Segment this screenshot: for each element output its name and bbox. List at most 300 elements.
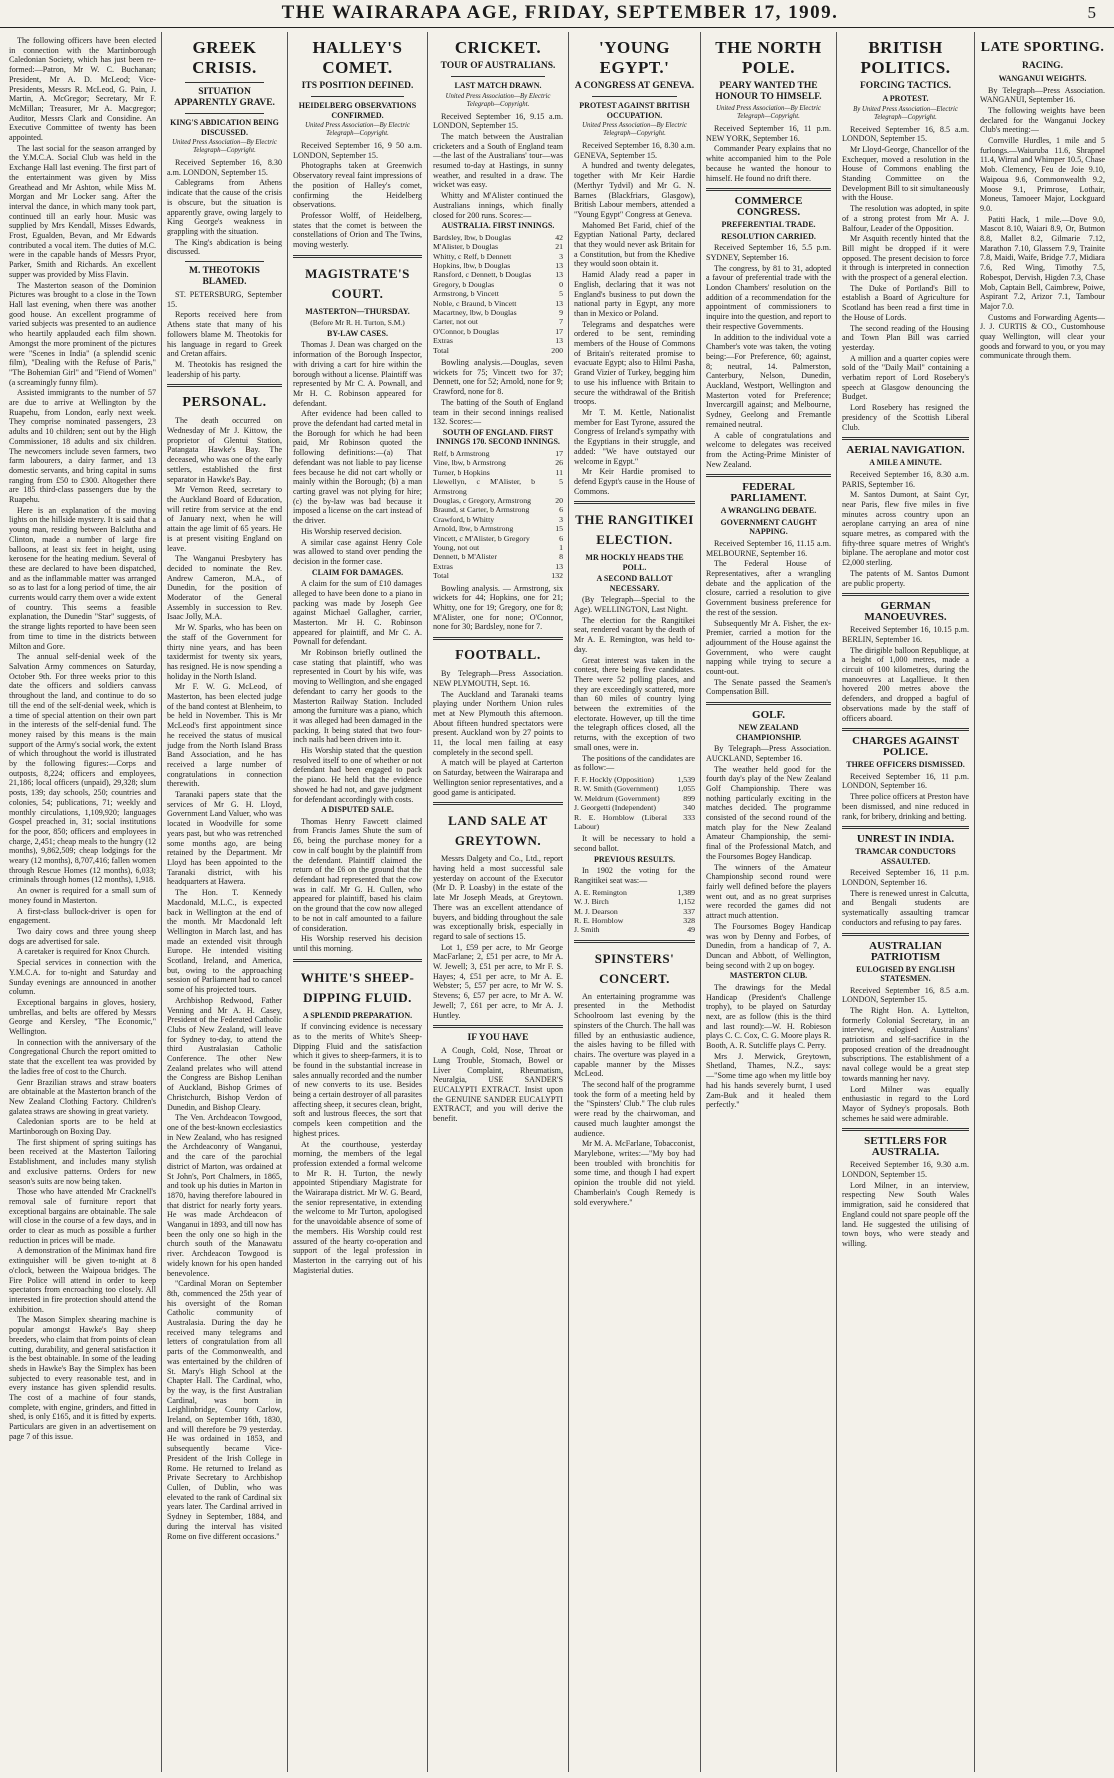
table-cell-label: Young, not out [433,543,480,552]
column-5-young-egypt [568,32,700,1772]
subhead: LAST MATCH DRAWN. [454,81,542,90]
news-paragraph: Special services in connection with the Y.M.C.A. for to-night and Saturday and Sunday evenings are announced in another column. [9,958,156,997]
table-cell-value: 13 [555,270,563,280]
subhead-theotokis: M. THEOTOKIS BLAMED. [189,266,260,288]
table-cell-value: 3 [559,251,563,261]
subhead: PROTEST AGAINST BRITISH OCCUPATION. [579,101,690,120]
column-8-late-sporting [974,32,1110,1772]
article-paragraph: Mr F. W. G. McLeod, of Masterton, has been elected judge of the band contest at Blenheim, to be held in November. This is Mr McLeod's first appointment since he received the status of musical judge from the North Island Brass Band Association, and he has received a large number of congratulations in connection therewith. [167,682,282,789]
table-cell-value: 5 [559,289,563,299]
table-cell-value: 1,055 [677,784,695,794]
subhead: SITUATION APPARENTLY GRAVE. [174,87,275,108]
table-cell-label: Douglas, c Gregory, Armstrong [433,495,532,505]
subhead: A CONGRESS AT GENEVA. [574,81,695,91]
table-cell-value: 13 [555,260,563,270]
article-paragraph: Messrs Dalgety and Co., Ltd., report having held a most successful sale yesterday on account of the Executor (Mr D. P. Loasby) in the estate of the late Mr Joseph Meads, at Greytown. There was an excellent attendance of buyers, and bidding throughout the sale was exceptionally brisk, especially in regard to sale of sections 15. [433,854,563,941]
table-cell-label: Macartney, lbw, b Douglas [433,307,517,317]
table-cell-value: 26 [555,458,563,468]
article-paragraph: A claim for the sum of £10 damages alleged to have been done to a piano in packing was made by Joseph Gee against Michael Gallagher, carrier, Masterton. Mr H. C. Robinson appeared for plaintiff, and Mr C. A. Pownall for defendant. [293,579,422,647]
article-paragraph: Bowling analysis.—Douglas, seven wickets for 75; Vincett two for 37; Dennett, one for 52; Arnold, none for 9; Crawford, none for 8. [433,358,563,397]
article-paragraph: Mrs J. Merwick, Greytown, Shetland, Thames, N.Z., says:—"Some time ago when my little boy had his hands severely burnt, I used Zam-Buk and it healed them perfectly." [706,1051,831,1110]
table-cell-value: 3 [559,514,563,524]
headline-magistrates-court: MAGISTRATE'S COURT. [305,265,410,301]
article-paragraph: The Senate passed the Seamen's Compensation Bill. [706,677,831,697]
table-cell-value: 42 [555,232,563,242]
article-paragraph: Lord Milner was equally enthusiastic in regard to the Lord Mayor of Sydney's proposals. Both schemes he said were admirable. [842,1084,969,1123]
table-cell-label: Whitty, c Relf, b Dennett [433,251,512,261]
headline-land-sale: LAND SALE AT GREYTOWN. [448,813,548,849]
masthead [0,0,1114,28]
article-paragraph: Mr Lloyd-George, Chancellor of the Exchequer, moved a resolution in the House of Commons enabling the Standing Committee on the Development Bill to sit simultaneously with the House. [842,144,969,203]
table-cell-label: Turner, b Hopkins [433,467,490,477]
subhead: CLAIM FOR DAMAGES. [311,567,404,577]
article-paragraph: Bowling analysis. — Armstrong, six wickets for 44; Hopkins, one for 21; Whitty, one for 19; Gregory, one for 8; M'Alister, one for none; O'Connor, none for 30; Bardsley, none for 7. [433,583,563,632]
article-paragraph: The dirigible balloon Republique, at a height of 1,000 metres, made a circuit of 100 kilometres, during the manoeuvres at Laqallieue. It then hovered 200 metres above the defenders, and dropped a bagful of observations made by the staff of officers aboard. [842,645,969,723]
article-paragraph: Three police officers at Preston have been dismissed, and nine reduced in rank, for bribery, drinking and betting. [842,792,969,821]
newspaper-title: THE WAIRARAPA AGE, FRIDAY, SEPTEMBER 17, 1909. [281,2,839,23]
table-cell-label: M'Alister, b Douglas [433,242,498,252]
article-paragraph: Reports received here from Athens state that many of his followers blame M. Theotokis for his language in regard to Greek and Cretan affairs. [167,310,282,359]
article-paragraph: Mr Asquith recently hinted that the Bill might be dropped if it were opposed. The present decision to force it through is interpreted in connection with the prospect of a general election. [842,234,969,283]
column-2-greek-crisis [161,32,287,1772]
article-paragraph: The second reading of the Housing and Town Plan Bill was carried yesterday. [842,323,969,352]
table-cell-label: A. E. Remington [574,887,627,897]
subhead: KING'S ABDICATION BEING DISCUSSED. [170,118,279,137]
article-paragraph: ST. PETERSBURG, September 15. [167,290,282,309]
article-paragraph: Cornville Hurdles, 1 mile and 5 furlongs.—Waiuruba 11.6, Shrapnel 11.4, Wirral and Whimper 10.5, Chase Mob. Clemency, Feu de Joie 9.10, Waipoua 9.6, Commonwealth 9.2, Moose 9.1, Primrose, Lothair, Moneus, Tamoeer Major, Lockguard 9.0. [980,136,1105,213]
news-paragraph: The Mason Simplex shearing machine is popular amongst Hawke's Bay sheep breeders, who claim that from points of clean cutting, durability, and general satisfaction it is the best obtainable. In some of the leading sheds in Hawke's Bay the Simplex has been subjected to every reasonable test, and in every instance has given splendid results. The cost of a machine of four stands, complete, with engine, grinders, and fitted in shed, is only £165, and it is fitted by experts. Particulars are given in an advertisement on page 7 of this issue. [9,1315,156,1441]
wire-credit: United Press Association—By Electric Telegraph—Copyright. [305,122,410,137]
article-paragraph: Received September 16, 11 p.m. LONDON, September 16. [842,868,969,887]
wire-credit: United Press Association—By Electric Telegraph—Copyright. [172,139,277,154]
column-6-north-pole [700,32,836,1772]
article-paragraph: Received September 16, 9.30 a.m. LONDON, September 15. [842,1160,969,1180]
article-paragraph: After evidence had been called to prove the defendant had carted metal in the Borough for which he had been paid, Mr Robinson quoted the following definitions:—(a) That defendant was not liable to pay license fees because he did not cart wholly or mainly within the Borough; (b) a man carting gravel was not plying for hire; (c) the by-law was bad because it imposed a license on the cart instead of the driver. [293,409,422,526]
table-row [433,280,563,289]
table-row [433,496,563,505]
subhead: A PROTEST. [882,94,929,103]
headline-north-pole: THE NORTH POLE. [715,38,822,77]
table-cell-label: O'Connor, b Douglas [433,326,499,336]
table-cell-value: 6 [559,505,563,515]
subhead: ITS POSITION DEFINED. [301,81,414,91]
article-paragraph: Received September 16, 5.5 p.m. SYDNEY, September 16. [706,243,831,262]
article-paragraph: The Hon. T. Kennedy Macdonald, M.L.C., is expected back in Wellington at the end of the month. Mr Macdonald left Wellington in March last, and has made an extended visit through Europe. He intended visiting Scotland, Ireland, and America, but, owing to the approaching session of Parliament had to cancel some of his projected tours. [167,888,282,995]
table-cell-value: 17 [555,448,563,458]
article-paragraph: The congress, by 81 to 31, adopted a favour of preferential trade with the London Chambers' resolution on the addition of a recommendation for the appointment of commissioners to inquire into the question, and report to their respective Governments. [706,263,831,331]
article-paragraph: Thomas Henry Fawcett claimed from Francis James Shute the sum of £6, being the purchase money for a cow in calf bought by the plaintiff from the defendant. Plaintiff claimed the return of the £6 on the ground that the defendant had represented that the cow was in calf. Mr G. H. Cullen, who appeared for plaintiff, based his claim on the ground that the cow now alleged to be not in calf amounted to a failure of consideration. [293,816,422,933]
article-paragraph: Archbishop Redwood, Father Venning and Mr A. H. Casey, President of the Federated Catholic Clubs of New Zealand, will leave for Sydney to-day, to attend the third Australasian Catholic Conference. The other New Zealand prelates who will attend the Congress are Bishop Lenihan of Auckland, Bishop Grimes of Christchurch, Bishop Verdon of Dunedin, and Bishop Cleary. [167,995,282,1112]
news-paragraph: The last social for the season arranged by the Y.M.C.A. Social Club was held in the Exchange Hall last evening. The first part of the entertainment was given by Miss Greathead and Mr Ashton, while Miss M. Morgan and Mr Locker sang. After the interval the dance, in which many took part, continued till an early hour. Music was supplied by Mrs Kendall, Misses Edwards, Frost, Egualden, Bevan, and Mr Edwards contributed a vocal item. The duties of M.C. were in the capable hands of Messrs Pryor, Parker, Smith and Richards. An excellent supper was provided by Miss Flavin. [9,143,156,279]
article-paragraph: Commander Peary explains that no white accompanied him to the Pole because he wanted the honour to himself. He found no drift there. [706,144,831,183]
article-paragraph: Lord Rosebery has resigned the presidency of the Scottish Liberal Club. [842,403,969,432]
table-cell-value: 1,152 [677,897,695,907]
article-paragraph: The Right Hon. A. Lyttelton, formerly Colonial Secretary, in an interview, eulogised Australians' patriotism and self-sacrifice in the proposed creation of the dreadnought subscriptions. The establishment of a naval college would be a great step towards manning her navy. [842,1005,969,1083]
table-cell-label: Total [433,345,449,355]
article-paragraph: Patiti Hack, 1 mile.—Dove 9.0, Mascot 8.10, Waiari 8.9, Or, Butmon 8.8, Mallet 8.2, Gilmarie 7.12, Marathon 7.10, Glassern 7.9, Trainite 7.8, Maidi, Waife, Bridge 7.7, Midiara 7.6, Red Wing, Timothy 7.5, Robespot, Dervish, Higden 7.3, Chase Mob, Captain Bell, Caimbrew, Poiwe, Aspirant 7.2, Arizor 7.1, Tambour Major 7.0. [980,214,1105,311]
table-cell-label: R. E. Hornblow [574,915,624,925]
table-cell-label: Total [433,571,449,581]
article-paragraph: A similar case against Henry Cole was allowed to stand over pending the decision in the former case. [293,537,422,566]
table-row [574,888,695,897]
news-paragraph: Here is an explanation of the moving lights on the hillside mystery. It is said that a young man, residing between Balclutha and Clinton, made a number of large fire balloons, at least six feet in height, using kerosene for the heating medium. Several of these are declared to have been dispatched, and as the inflammable matter was arranged so as to last for a long period of time, the air currents would carry them over a wide extent of country. This seems a feasible explanation, the Dunedin "Star" suggests, of the strange lights reported to have been seen from time to time in the districts between Milton and Gore. [9,505,156,651]
subhead: HEIDELBERG OBSERVATIONS CONFIRMED. [298,101,417,120]
article-paragraph: Received September 16, 8.5 a.m. LONDON, September 15. [842,985,969,1005]
headline-rangitikei-election: THE RANGITIKEI ELECTION. [575,512,694,548]
article-paragraph: The death occurred on Wednesday of Mr J. Kittow, the proprietor of Glentui Station, Patangata Hawke's Bay. The deceased, who was one of the early settlers, established the first separator in Hawke's Bay. [167,416,282,484]
article-paragraph: Professor Wolff, of Heidelberg, states that the comet is between the constellations of Orion and The Twins, moving westerly. [293,210,422,250]
table-cell-label: Arnold, lbw, b Armstrong [433,524,514,534]
subhead: RESOLUTION CARRIED. [721,231,816,241]
headline-charges-against-police: CHARGES AGAINST POLICE. [852,735,959,759]
subhead: MR HOCKLY HEADS THE POLL. [585,553,684,572]
table-cell-value: 1 [559,543,563,552]
article-paragraph: Mr M. A. McFarlane, Tobacconist, Marylebone, writes:—"My boy had been troubled with bronchitis for some time, and though I had expert opinion the trouble did not yield. Chamberlain's Cough Remedy is sold everywhere." [574,1139,695,1207]
election-results-table [574,775,695,831]
article-paragraph: Thomas J. Dean was charged on the information of the Borough Inspector, with driving a cart for hire within the borough without a license. Plaintiff was represented by Mr C. A. Pownall, and Mr H. C. Robinson appeared for defendant. [293,340,422,408]
table-cell-value: 20 [555,495,563,505]
article-paragraph: Received September 16, 8.30 a.m. PARIS, September 16. [842,469,969,489]
article-paragraph: The Duke of Portland's Bill to establish a Board of Agriculture for Scotland has been read a first time in the House of Lords. [842,283,969,322]
article-paragraph: M. Theotokis has resigned the leadership of his party. [167,359,282,379]
article-paragraph: Cablegrams from Athens indicate that the cause of the crisis is obscure, but the situation is apparently grave, owing largely to King George's weakness in grappling with the situation. [167,178,282,236]
article-paragraph: A Cough, Cold, Nose, Throat or Lung Trouble, Stomach, Bowel or Liver Complaint, Rheumatism, Neuralgia, USE SANDER'S EUCALYPTI EXTRACT. Insist upon the GENUINE SANDER EUCALYPTI EXTRACT, and you will derive the benefit. [433,1046,563,1124]
table-row [433,299,563,308]
article-paragraph: Great interest was taken in the contest, there being five candidates. There were 52 polling places, and they are exceedingly scattered, more than 60 miles of country lying between the extremities of the electorate. However, up till the time the telegraph offices closed, all the returns, with the exception of two small ones, were in. [574,655,695,752]
table-cell-value: 132 [551,571,563,581]
article-paragraph: The Auckland and Taranaki teams playing under Northern Union rules met at New Plymouth this afternoon. About fifteen hundred spectators were present. Auckland won by 27 points to 11, the local men failing at easy completely in the second spell. [433,689,563,757]
table-cell-value: 1,539 [677,774,695,784]
news-paragraph: The Masterton season of the Dominion Pictures was brought to a close in the Town Hall last evening, when there was another good house. An excellent programme of varied subjects was presented to an audience who heartily applauded each film shown. Amongst the more prominent of the pictures were "Scenes in India" (a splendid scenic film), "Dealing with the Refuse of Paris," "The Bohemian Girl" and "Fiend of Women" (a screamingly funny film). [9,280,156,387]
table-cell-value: 13 [555,336,563,346]
table-cell-label: J. Smith [574,925,600,935]
article-paragraph: The following weights have been declared for the Wanganui Jockey Club's meeting:— [980,105,1105,135]
table-cell-value: 13 [555,561,563,571]
table-cell-value: 337 [683,906,695,916]
subhead: PREVIOUS RESULTS. [593,854,676,864]
table-cell-value: 8 [559,552,563,562]
article-paragraph: There is renewed unrest in Calcutta, and Bengali students are systematically assaulting tramcar conductors and refusing to pay fares. [842,888,969,927]
table-row [574,803,695,812]
table-row [433,317,563,326]
subhead: NEW ZEALAND CHAMPIONSHIP. [735,723,802,742]
table-cell-value: 200 [551,345,563,355]
table-row [433,289,563,298]
table-row [574,907,695,916]
table-row [433,449,563,458]
table-row [433,505,563,514]
table-cell-value: 340 [683,803,695,813]
table-cell-label: Vine, lbw, b Armstrong [433,458,506,468]
news-paragraph: Caledonian sports are to be held at Martinborough on Boxing Day. [9,1117,156,1137]
article-paragraph: The resolution was adopted, in spite of a strong protest from Mr A. J. Balfour, Leader of the Opposition. [842,204,969,233]
article-paragraph: The drawings for the Medal Handicap (President's Challenge trophy), to be played on Saturday next, are as follow (this is the third and last round):—W. H. Robieson plays C. C. Cox, C. G. Moore plays R. Booth, A. R. Sutcliffe plays C. Perry. [706,982,832,1051]
subhead: A SECOND BALLOT NECESSARY. [596,574,673,593]
article-paragraph: M. Santos Dumont, at Saint Cyr, near Paris, flew five miles in five minutes across country upon an aeroplane carrying an area of nine square metres, as compared with the fifty-three square metres of Wright's biplane. The aeroplane and motor cost £2,000 sterling. [842,490,969,568]
subhead: (Before Mr R. H. Turton, S.M.) [310,318,405,328]
headline-unrest-in-india: UNREST IN INDIA. [856,833,955,846]
table-cell-value: 899 [683,793,695,803]
article-paragraph: Received September 16, 11 p.m. LONDON, September 16. [842,771,969,791]
table-cell-value: 17 [555,326,563,336]
article-paragraph: Photographs taken at Greenwich Observatory reveal faint impressions of the position of Halley's comet, confirming the Heidelberg observations. [293,161,422,210]
news-paragraph: Assisted immigrants to the number of 57 are due to arrive at Wellington by the Ruapehu, from London, early next week. They comprise nominated passengers, 23 adults and 10 children; sent out by the High Commissioner, 18 adults and six children. The newcomers include seven farmers, two farm labourers, a dairy farmer, and 13 domestic servants, and bring capital in sums ranging from £50 to £300. Altogether there are 185 third-class passengers due by the Ruapehu. [9,388,156,505]
news-paragraph: Exceptional bargains in gloves, hosiery, umbrellas, and belts are offered by Messrs George and Kersley, "The Economic," Wellington. [9,997,156,1037]
table-cell-label: R. E. Hornblow (Liberal Labour) [574,812,667,831]
table-cell-label: M. J. Dearson [574,906,618,916]
headline-greek-crisis: GREEK CRISIS. [192,38,257,77]
headline-british-politics: BRITISH POLITICS. [860,38,951,77]
news-paragraph: In connection with the anniversary of the Congregational Church the report omitted to state that the excellent tea was provided by the ladies free of cost to the Church. [9,1037,156,1076]
subhead: RACING. [1022,61,1063,71]
article-paragraph: "Cardinal Moran on September 8th, commenced the 25th year of his oversight of the Roman Catholic community of Australasia. During the day he received many telegrams and letters of congratulation from all parts of the Commonwealth, and was entertained by the children of St. Mary's High School at the Chapter Hall. The Cardinal, who, by the way, is the first Australian Cardinal, was born in Leighlinbridge, County Carlow, Ireland, on September 16th, 1830, and will therefore be 79 yesterday. He was ordained in 1853, and subsequently became Vice-President of the Irish College in Rome. He returned to Ireland as Private Secretary to Archbishop Cullen, of Dublin, who was elevated to the rank of Cardinal six years later. The Cardinal arrived in Sydney in September, 1884, and during the interval has visited Rome on five different occasions." [167,1279,282,1541]
table-cell-value: 15 [555,524,563,534]
table-row [574,775,695,784]
table-heading: AUSTRALIA. FIRST INNINGS. [441,221,555,231]
advert-heading: IF YOU HAVE [467,1033,529,1044]
page-number: 5 [1087,3,1096,22]
table-row [433,233,563,242]
table-row [433,534,563,543]
table-cell-label: Hopkins, lbw, b Douglas [433,260,511,270]
table-cell-label: Extras [433,336,453,346]
headline-german-manoeuvres: GERMAN MANOEUVRES. [864,600,947,624]
news-paragraph: A first-class bullock-driver is open for engagement. [9,906,156,926]
article-paragraph: Received September 16, 9 50 a.m. LONDON, September 15. [293,141,422,160]
table-row [433,308,563,317]
headline-commerce-congress: COMMERCE CONGRESS. [734,195,803,219]
article-paragraph: In addition to the individual vote a Chamber's vote was taken, the voting being:—For Preference, 60; against, 8; neutral, 14. Palmerston, Canterbury, Nelson, Dunedin, Auckland, Westport, Wellington and Masterton voted for Preference; Invercargill against; and Melbourne, Sydney, Geelong and Fremantle remained neutral. [706,332,831,429]
article-paragraph: An entertaining programme was presented in the Methodist Schoolroom last evening by the spinsters of the Church. The hall was filled by an enthusiastic audience, the aisles having to be filled with chairs. The overture was played in a capable manner by the Misses McLeod. [574,991,695,1079]
article-paragraph: (By Telegraph—Special to the Age). WELLINGTON, Last Night. [574,595,695,615]
table-cell-label: W. J. Birch [574,897,609,907]
article-paragraph: At the courthouse, yesterday morning, the members of the legal profession extended a formal welcome to Mr R. H. Turton, the newly appointed Stipendiary Magistrate for the Wairarapa district. Mr W. G. Beard, the senior representative, in extending the welcome to Mr Turton, apologised for the unavoidable absence of some of the members. His Worship could rest assured of the hearty co-operation and support of the legal profession in Masterton in the carrying out of his Magisterial duties. [293,1139,422,1275]
table-cell-label: Gregory, b Douglas [433,279,495,289]
article-paragraph: If convincing evidence is necessary as to the merits of White's Sheep-Dipping Fluid and the satisfaction which it gives to sheep-farmers, it is to be found in the substantial increase in sales annually recorded and the number of new converts to its use. Besides being a certain destroyer of all parasites affecting sheep, it secures clean, bright, soft and lustrous fleeces, the sort that compels keen competition and the highest prices. [293,1022,422,1138]
table-cell-label: R. W. Smith (Government) [574,784,659,794]
table-cell-label: Llewellyn, c M'Alister, b Armstrong [433,477,535,496]
table-cell-value: 1,389 [677,887,695,897]
table-row [433,543,563,552]
subhead: TOUR OF AUSTRALIANS. [440,61,556,71]
headline-aerial-navigation: AERIAL NAVIGATION. [846,444,965,457]
table-cell-label: Extras [433,561,453,571]
headline-football: FOOTBALL. [455,648,541,664]
article-paragraph: Telegrams and despatches were ordered to be sent, reminding members of the House of Commons of Britain's reiterated promise to evacuate Egypt; also to Hilmi Pasha, Grand Vizier of Turkey, begging him to use his influence with Britain to secure the withdrawal of the British troops. [574,319,695,407]
table-row [433,562,563,571]
scorecard-australia [433,233,563,355]
article-paragraph: A cable of congratulations and welcome to delegates was received from the Acting-Prime Minister of New Zealand. [706,430,831,469]
article-paragraph: A million and a quarter copies were sold of the "Daily Mail" containing a verbatim report of Lord Rosebery's speech at Glasgow denouncing the Budget. [842,353,969,402]
table-row [574,794,695,803]
headline-young-egypt: 'YOUNG EGYPT.' [599,38,670,77]
table-cell-label: Crawford, b Whitty [433,514,495,524]
article-paragraph: Received September 16, 11.15 a.m. MELBOURNE, September 16. [706,538,831,558]
previous-results-table [574,888,695,935]
article-paragraph: The patents of M. Santos Dumont are public property. [842,568,969,588]
table-cell-value: 13 [555,298,563,308]
headline-cricket: CRICKET. [454,38,542,57]
wire-credit: United Press Association—By Electric Telegraph—Copyright. [445,92,551,108]
table-row [574,784,695,793]
headline-halleys-comet: HALLEY'S COMET. [312,38,403,77]
article-paragraph: Received September 16, 8.5 a.m. LONDON, September 15. [842,124,969,144]
table-row [433,346,563,355]
article-paragraph: Mahomed Bet Farid, chief of the Egyptian National Party, declared that they would never ask Britain for a Constitution, but from the Khedive they would soon obtain it. [574,220,695,269]
table-cell-label: Carter, not out [433,317,478,327]
table-row [433,477,563,496]
table-cell-value: 11 [555,467,563,477]
news-paragraph: The first shipment of spring suitings has been received at the Masterton Tailoring Establishment, and includes many stylish and exclusive patterns. Orders for new season's suits are now being taken. [9,1137,156,1186]
table-row [574,916,695,925]
table-row [433,524,563,533]
table-row [433,242,563,251]
news-paragraph: Those who have attended Mr Cracknell's removal sale of furniture report that exceptional bargains are obtainable. The sale will close in the course of a few days, and in order to clear as much as possible a further reduction in prices will be made. [9,1187,156,1245]
article-paragraph: The match between the Australian cricketers and a South of England team—the last of the Australians' tour—was resumed to-day at Hastings, in sunny weather, and resulted in a draw. The wicket was easy. [433,131,563,190]
table-heading: SOUTH OF ENGLAND. FIRST INNINGS 170. SECOND INNINGS. [436,427,560,447]
table-cell-value: 0 [559,279,563,289]
headline-late-sporting: LATE SPORTING. [980,40,1105,55]
headline-personal: PERSONAL. [182,395,267,411]
table-cell-value: 49 [687,925,695,935]
subhead: MASTERTON—THURSDAY. [305,306,410,316]
column-7-british-politics [836,32,974,1772]
table-cell-label: F. F. Hockly (Opposition) [574,774,654,784]
subhead: WANGANUI WEIGHTS. [998,74,1087,83]
article-paragraph: Mr Vernon Reed, secretary to the Auckland Board of Education, will retire from service at the end of January next, when he will attain the age limit of 65 years. He is at present visiting England on leave. [167,485,282,553]
headline-golf: GOLF. [752,709,785,722]
subhead: THREE OFFICERS DISMISSED. [846,760,965,770]
table-row [433,252,563,261]
article-paragraph: The batting of the South of England team in their second innings realised 132. Scores:— [433,397,563,427]
article-paragraph: Taranaki papers state that the services of Mr G. H. Lloyd, Government Land Valuer, who was located in Woodville for some years past, but who was retrenched some months ago, are being retained by the Department. Mr Lloyd has been appointed to the Taranaki district, with his headquarters at Hawera. [167,790,282,887]
article-paragraph: The Foursomes Bogey Handicap was won by Denny and Forbes, of Dunedin, from a handicap of 7, A. Duncan and Abbott, of Wellington, being second with 2 up on bogey. [706,921,831,970]
headline-federal-parliament: FEDERAL PARLIAMENT. [730,481,807,505]
wire-credit: United Press Association—By Electric Telegraph—Copyright. [582,122,687,137]
subhead: A DISPUTED SALE. [321,805,394,815]
article-paragraph: By Telegraph—Press Association. AUCKLAND, September 16. [706,744,831,763]
subhead: FORCING TACTICS. [860,81,951,91]
table-cell-label: Bardsley, lbw, b Douglas [433,232,512,242]
article-paragraph: His Worship reserved decision. [301,526,402,536]
article-paragraph: His Worship stated that the question resolved itself to one of whether or not defendant had been engaged to pack the piano. He held that the evidence showed he had not, and gave judgment for defendant accordingly with costs. [293,746,422,804]
subhead: PREFERENTIAL TRADE. [721,220,816,230]
table-cell-value: 9 [559,307,563,317]
article-paragraph: The Wanganui Presbytery has decided to nominate the Rev. Andrew Cameron, M.A., of Dunedin, for the position of Moderator of the General Assembly in succession to Rev. Isaac Jolly, M.A. [167,554,282,622]
article-paragraph: A hundred and twenty delegates, together with Mr Keir Hardie (Merthyr Tydvil) and Mr G. N. Barnes (Blackfriars, Glasgow), British Labour members, attended a "Young Egypt" Congress at Geneva. [574,161,695,219]
table-row [433,458,563,467]
news-paragraph: An owner is required for a small sum of money found in Masterton. [9,886,156,905]
table-cell-label: Relf, b Armstrong [433,448,490,458]
subhead: GOVERNMENT CAUGHT NAPPING. [720,517,817,537]
subhead: TRAMCAR CONDUCTORS ASSAULTED. [855,847,956,866]
article-paragraph: It will be necessary to hold a second ballot. [574,834,695,854]
article-paragraph: Whitty and M'Alister continued the Australians innings, which finally closed for 200 runs. Scores:— [433,191,563,220]
table-cell-label: Dennett, b M'Alister [433,552,497,562]
table-row [433,327,563,336]
table-cell-value: 333 [683,812,695,822]
table-row [433,515,563,524]
table-row [433,261,563,270]
article-paragraph: The Ven. Archdeacon Towgood, one of the best-known ecclesiastics in New Zealand, who has resigned the Archdeaconry of Wanganui, and the care of the parochial district of Marton, was ordained at St John's, Port Chalmers, in 1865, and took up his duties in Marton in 1870, having therefore laboured in that district for nearly forty years. He was made Archdeacon of Wanganui in 1893, and till now has been the only one so high in the church south of the Manawatu river. Archdeacon Towgood is widely known for his open handed benevolence. [167,1113,282,1278]
subhead: PEARY WANTED THE HONOUR TO HIMSELF. [715,81,822,102]
news-paragraph: A demonstration of the Minimax hand fire extinguisher will be given to-night at 8 o'clock, between the Waipoua bridges. The Fire Police will attend in order to keep spectators from encroaching too closely. All interested in fire protection should attend the exhibition. [9,1246,156,1314]
table-cell-value: 7 [559,317,563,327]
table-row [574,897,695,906]
table-row [433,270,563,279]
article-paragraph: Received September 16, 8.30 a.m. GENEVA, September 15. [574,141,695,160]
article-paragraph: Received September 16, 11 p.m. NEW YORK, September 16. [706,124,831,143]
article-paragraph: Hamid Alady read a paper in English, declaring that it was not England's business to put down the national party in Egypt, any more than in Mexico or Poland. [574,270,695,318]
headline-whites-fluid: WHITE'S SHEEP-DIPPING FLUID. [300,969,415,1005]
headline-settlers-for-australia: SETTLERS FOR AUSTRALIA. [864,1135,947,1159]
article-paragraph: By Telegraph—Press Association. WANGANUI, September 16. [980,85,1105,105]
table-cell-value: 328 [683,915,695,925]
news-paragraph: The annual self-denial week of the Salvation Army commences on Saturday, October 9th. For three weeks prior to this date the officers and soldiers canvass throughout the land, and continue to do so till the end of the self-denial week, which is a time of special attention on their own part in the interests of the self-denial fund. The money raised by this means is the main support of the Army's social work, the extent of which throughout the world is illustrated by the following figures:—Corps and outposts, 8,224; officers and employees, 21,186; local officers (unpaid), 29,328; slum posts, 139; day schools, 250; countries and colonies, 54; publications, 71; weekly and monthly circulations, 1,109,920; languages Gospel preached in, 31; social institutions for the poor, 850; officers and employees in charge, 2,451; cheap meals to the hungry (12 months), 9,862,509; cheap lodgings for the weary (12 months), 8,707,416; fallen women through Rescue Homes (12 months), 6,033; criminals through homes (12 months), 1,918. [9,652,156,885]
table-cell-label: Armstrong, b Vincett [433,289,499,299]
article-paragraph: The winners of the Amateur Championship second round were fairly well defined before the players went out, and as no great surprises were recorded the games did not attract much attention. [706,862,831,921]
table-cell-label: J. Georgetti (Independent) [574,803,656,813]
table-cell-value: 5 [559,477,563,487]
article-paragraph: A match will be played at Carterton on Saturday, between the Wairarapa and Wellington senior representatives, and a good game is anticipated. [433,758,563,797]
table-cell-value: 6 [559,533,563,543]
headline-australian-patriotism: AUSTRALIAN PATRIOTISM [869,939,942,963]
news-paragraph: Genr Brazilian straws and straw boaters are obtainable at the Masterton branch of the New Zealand Clothing Factory. Children's galatea straws are showing in great variety. [9,1077,156,1116]
article-paragraph: Subsequently Mr A. Fisher, the ex-Premier, carried a motion for the adjournment of the House against the Government, who were caught napping while trying to secure a count-out. [706,618,831,677]
subhead: MASTERTON CLUB. [729,971,808,981]
article-paragraph: The weather held good for the fourth day's play of the New Zealand Golf Championship. There was nothing particularly exciting in the matches decided. The programme consisted of the second round of the match play for the New Zealand Amateur Championship, the semi-final of the Professional Match, and the Foursomes Bogey Handicap. [706,764,831,861]
subhead: EULOGISED BY ENGLISH STATESMEN. [856,964,955,983]
wire-credit: By United Press Association—Electric Telegraph—Copyright. [853,105,958,121]
table-row [433,552,563,561]
article-paragraph: The positions of the candidates are as follow:— [574,753,695,773]
article-paragraph: Lot 1, £59 per acre, to Mr George MacFarlane; 2, £51 per acre, to Mr A. W. Jewell; 3, £51 per acre, to Mr F. S. Hayes; 4, £51 per acre, to Mr A. E. Webster; 5, £57 per acre, to Mr W. S. Stevens; 6, £57 per acre, to Mr A. W. Jewell; 7, £61 per acre, to Mr A. J. Huntley. [433,942,563,1020]
article-paragraph: The second half of the programme took the form of a meeting held by the "Spinsters' Club." The club rules were read by the chairwoman, and caused much laughter amongst the audience. [574,1080,695,1138]
scorecard-south-of-england [433,449,563,581]
wire-credit: United Press Association—By Electric Telegraph—Copyright. [716,105,821,120]
news-paragraph: A caretaker is required for Knox Church. [17,947,150,957]
article-paragraph: Received September 16, 10.15 p.m. BERLIN, September 16. [842,625,969,644]
column-4-cricket [427,32,568,1772]
article-paragraph: Received September 16, 9.15 a.m. LONDON, September 15. [433,111,563,131]
article-paragraph: His Worship reserved his decision until this morning. [293,934,422,953]
article-paragraph: Mr W. Sparks, who has been on the staff of the Government for thirty nine years, and has been taxidermist for twenty six years, has resigned. He is now spending a holiday in the North Island. [167,623,282,681]
news-paragraph: The following officers have been elected in connection with the Martinborough Caledonian Society, which has just been re-formed:—Patron, Mr W. C. Buchanan; President, Mr A. D. McLeod; Vice-Presidents, Messrs R. McLeod, G. Pain, J. Martin, A. McGregor; Secretary, Mr F. McMillan; Treasurer, Mr A. Macgregor; Auditor, Messrs Clark and Considine. An Executive Committee of twenty has been appointed. [9,36,156,143]
table-cell-label: Noble, c Braund, b Vincett [433,298,517,308]
table-cell-label: W. Meldrum (Government) [574,793,660,803]
table-cell-label: Braund, st Carter, b Armstrong [433,505,530,515]
subhead: A MILE A MINUTE. [869,458,942,468]
subhead: A SPLENDID PREPARATION. [302,1010,413,1020]
article-paragraph: By Telegraph—Press Association. NEW PLYMOUTH, Sept. 16. [433,669,563,688]
table-cell-label: Ransford, c Dennett, b Douglas [433,270,532,280]
article-paragraph: Received September 16, 8.30 a.m. LONDON, September 15. [167,158,282,177]
table-row [433,571,563,580]
article-paragraph: The Federal House of Representatives, after a wrangling debate and the application of the closure, carried a resolution to give Government business preference for the rest of the session. [706,559,831,617]
headline-spinsters-concert: SPINSTERS' CONCERT. [594,950,675,986]
article-paragraph: In 1902 the voting for the Rangitikei seat was:— [574,866,695,886]
article-paragraph: Customs and Forwarding Agents—J. J. CURTIS & CO., Customhouse quay Wellington, will clear your goods and forward to you, or you may communicate through them. [980,312,1105,361]
article-paragraph: Mr Robinson briefly outlined the case stating that plaintiff, who was represented in Court by his wife, was moving to Wellington, and she engaged defendant to carry her goods to the Masterton Railway Station. Included among the furniture was a piano, which it was alleged had been damaged in the packing. It being stated that two four-inch nails had been driven into it. [293,648,422,745]
subhead: BY-LAW CASES. [327,328,388,338]
article-paragraph: The election for the Rangitikei seat, rendered vacant by the death of Mr A. E. Remington, was held to-day. [574,615,695,654]
table-row [433,336,563,345]
subhead: A WRANGLING DEBATE. [720,506,817,516]
table-row [433,468,563,477]
column-1-local-news [4,32,161,1772]
article-paragraph: Lord Milner, in an interview, respecting New South Wales immigration, said he considered that England could not spare people off the land. He suggested the utilising of town boys, who were steady and willing. [842,1180,969,1248]
table-cell-value: 21 [555,242,563,252]
